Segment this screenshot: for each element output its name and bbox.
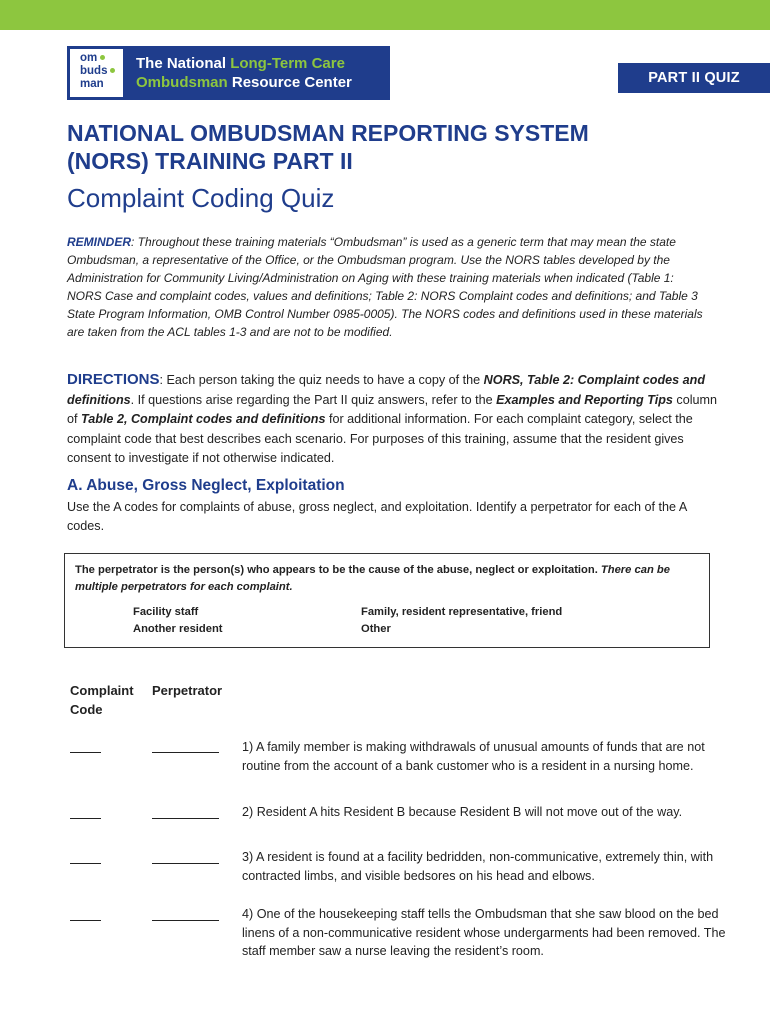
- complaint-code-column-header: [70, 681, 134, 719]
- perpetrator-info-box: [64, 553, 710, 648]
- directions-text: for additional information. For each complaint category, select the complaint code that best describes each scenario. For purposes of this training, assume that the resident gives consent to investigate if not otherwise indicated.: [67, 412, 693, 465]
- perpetrator-note: There can be multiple perpetrators for each complaint.: [75, 564, 670, 593]
- logo-mark-word: om: [80, 52, 98, 64]
- perpetrator-option: Family, resident representative, friend: [361, 606, 563, 618]
- column-header-text: Complaint: [70, 683, 134, 698]
- org-logo: [67, 46, 390, 100]
- directions-text: : Each person taking the quiz needs to have a copy of the: [159, 373, 484, 387]
- title-line: NATIONAL OMBUDSMAN REPORTING SYSTEM: [67, 120, 589, 146]
- directions-emphasis: Table 2, Complaint codes and definitions: [81, 412, 326, 426]
- perpetrator-blank[interactable]: [152, 818, 219, 819]
- part-badge: PART II QUIZ: [618, 63, 770, 93]
- directions-label: DIRECTIONS: [67, 371, 160, 388]
- logo-text: [125, 47, 352, 99]
- directions-paragraph: [67, 370, 717, 469]
- section-intro: Use the A codes for complaints of abuse, gross neglect, and exploitation. Identify a perpetrator for each of the A codes.: [67, 500, 687, 533]
- directions-emphasis: NORS, Table 2: Complaint codes and definitions: [67, 373, 706, 407]
- directions-text: column of: [67, 392, 718, 426]
- quiz-question: 3) A resident is found at a facility bedridden, non-communicative, extremely thin, with contracted limbs, and visible bedsores on his head and elbows.: [242, 850, 714, 883]
- quiz-question: 2) Resident A hits Resident B because Resident B will not move out of the way.: [242, 805, 683, 819]
- reminder-text: : Throughout these training materials “Ombudsman” is used as a generic term that may mean the state Ombudsman, a representative of the Office, or the Ombudsman program. Use the NORS tables developed by the Administration for Community Living/Administration on Aging with these training materials when indicated (Table 1: NORS Case and complaint codes, values and definitions; Table 2: NORS Complaint codes and definitions; and Table 3 State Program Information, OMB Control Number 0985-0005). The NORS codes and definitions used in these materials are taken from the ACL tables 1-3 and are not to be modified.: [67, 235, 703, 339]
- reminder-paragraph: [67, 233, 707, 341]
- page-subtitle: Complaint Coding Quiz: [67, 183, 335, 213]
- logo-text-part: The National: [136, 55, 231, 72]
- logo-text-part: Resource Center: [227, 74, 352, 91]
- perpetrator-text: The perpetrator is the person(s) who appears to be the cause of the abuse, neglect or exploitation.: [75, 564, 601, 576]
- logo-mark-word: man: [80, 78, 104, 90]
- complaint-code-blank[interactable]: [70, 863, 101, 864]
- reminder-label: REMINDER: [67, 235, 132, 249]
- quiz-question: 4) One of the housekeeping staff tells the Ombudsman that she saw blood on the bed linens of a non-communicative resident whose undergarments had been removed. The staff member saw a nurse leaving the resident’s room.: [242, 907, 726, 958]
- perpetrator-blank[interactable]: [152, 752, 219, 753]
- perpetrator-blank[interactable]: [152, 920, 219, 921]
- page-title: [67, 119, 727, 175]
- logo-mark: [68, 47, 125, 99]
- perpetrator-option: Another resident: [133, 623, 223, 635]
- section-heading: A. Abuse, Gross Neglect, Exploitation: [67, 477, 345, 494]
- logo-text-accent: Long-Term Care: [230, 55, 345, 72]
- perpetrator-option: Other: [361, 623, 391, 635]
- perpetrator-blank[interactable]: [152, 863, 219, 864]
- perpetrator-description: [75, 562, 695, 596]
- directions-text: . If questions arise regarding the Part II quiz answers, refer to the: [130, 392, 497, 407]
- perpetrator-column-header: Perpetrator: [152, 683, 223, 698]
- column-header-text: Code: [70, 702, 103, 717]
- complaint-code-blank[interactable]: [70, 920, 101, 921]
- logo-text-accent: Ombudsman: [136, 74, 228, 91]
- directions-emphasis: Examples and Reporting Tips: [496, 392, 673, 407]
- top-accent-bar: [0, 0, 770, 30]
- complaint-code-blank[interactable]: [70, 752, 101, 753]
- logo-mark-word: buds: [80, 65, 108, 77]
- perpetrator-option: Facility staff: [133, 606, 199, 618]
- complaint-code-blank[interactable]: [70, 818, 101, 819]
- quiz-question: 1) A family member is making withdrawals of unusual amounts of funds that are not routine from the account of a bank customer who is a resident in a nursing home.: [242, 740, 705, 773]
- title-line: (NORS) TRAINING PART II: [67, 148, 353, 174]
